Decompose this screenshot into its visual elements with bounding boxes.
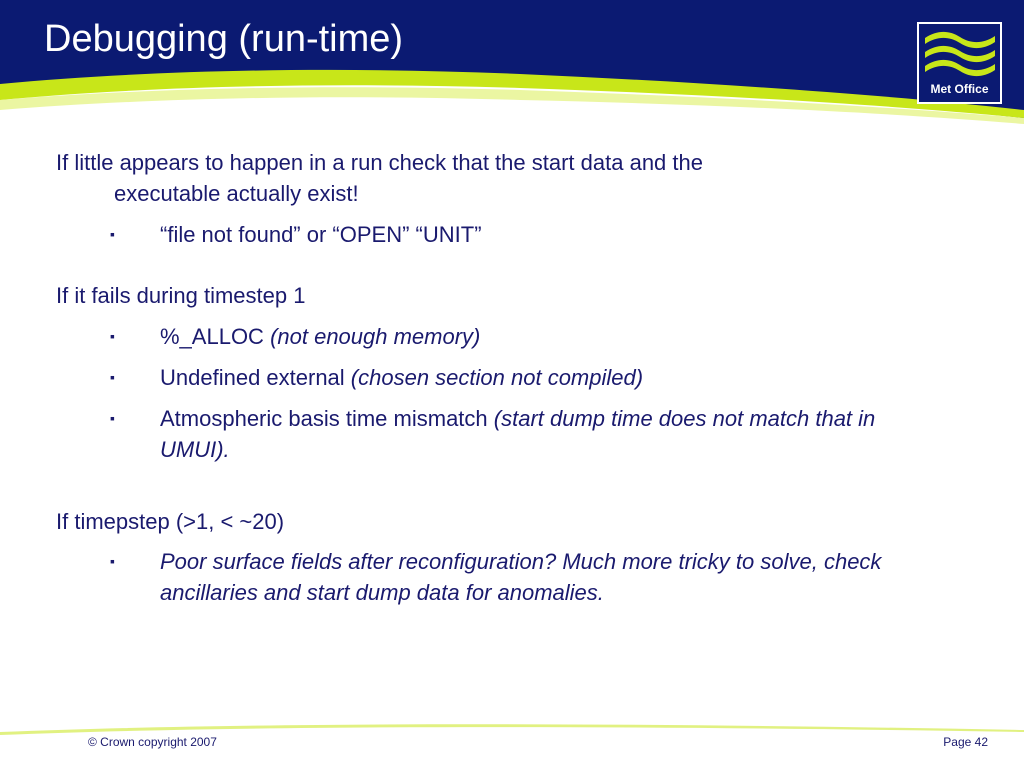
footer-copyright: © Crown copyright 2007: [88, 735, 217, 749]
wave-logo-icon: [923, 28, 997, 78]
met-office-logo: [917, 22, 1002, 104]
bullet-emphasis: (not enough memory): [270, 324, 481, 349]
section-3-heading: If timepstep (>1, < ~20): [56, 509, 285, 534]
bullet-emphasis: (start dump time does not match that in UMUI).: [160, 406, 876, 462]
bullet-text: “file not found” or “OPEN” “UNIT”: [160, 222, 482, 247]
bullet-item: [110, 546, 910, 608]
section-1-heading-line2: executable actually exist!: [114, 181, 359, 206]
bullet-content: [160, 403, 930, 465]
section-2-heading: If it fails during timestep 1: [56, 283, 306, 308]
bullet-item: [110, 362, 910, 393]
bullet-content: [160, 362, 910, 393]
section-1-heading-line1: If little appears to happen in a run check that the start data and the: [56, 150, 703, 175]
bullet-text: Atmospheric basis time mismatch: [160, 406, 494, 431]
bullet-marker-icon: ▪: [110, 328, 115, 344]
bullet-item: [110, 321, 910, 352]
bullet-emphasis: (chosen section not compiled): [350, 365, 644, 390]
section-1-heading: [56, 147, 916, 209]
bullet-marker-icon: ▪: [110, 226, 115, 242]
bullet-text: Undefined external: [160, 365, 351, 390]
bullet-item: [110, 219, 910, 250]
logo-text: Met Office: [930, 82, 989, 96]
footer-page-number: Page 42: [943, 735, 988, 749]
bullet-item: [110, 403, 910, 465]
bullet-marker-icon: ▪: [110, 369, 115, 385]
bullet-content: [160, 321, 910, 352]
bullet-text: %_ALLOC: [160, 324, 271, 349]
slide-title: Debugging (run-time): [44, 18, 404, 60]
bullet-marker-icon: ▪: [110, 410, 115, 426]
bullet-marker-icon: ▪: [110, 553, 115, 569]
bullet-emphasis: Poor surface fields after reconfiguration? Much more tricky to solve, check ancillaries and start dump data for anomalies.: [160, 549, 882, 605]
